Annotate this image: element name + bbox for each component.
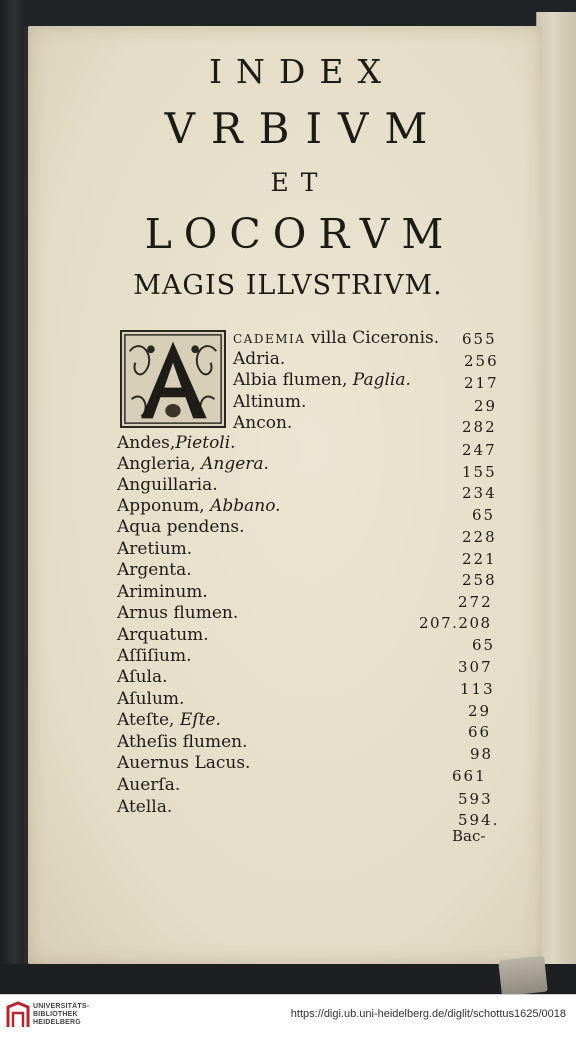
viewer-footer [0,994,576,1037]
index-entry: Arnus flumen. [117,603,239,623]
index-entry: Andes,Pietoli. [117,433,236,453]
page-number: 29 [474,397,498,415]
index-entry: Anguillaria. [117,475,218,495]
page-number: 234 [462,484,497,502]
index-entry: Aſſiſium. [117,646,192,666]
index-entry: Albia flumen, Paglia. [233,370,411,390]
catchword: Bac- [452,827,486,845]
index-entry: Apponum, Abbano. [117,496,281,516]
page-number: 113 [460,680,495,698]
page-number: 247 [462,441,497,459]
page-number: 272 [458,593,493,611]
index-entry: Ateſte, Eſte. [117,710,221,730]
index-entry: Altinum. [233,392,307,412]
permalink-url[interactable]: https://digi.ub.uni-heidelberg.de/diglit/schottus1625/0018 [290,1008,566,1020]
page-number: 221 [462,550,497,568]
index-entry: Arquatum. [117,625,209,645]
index-entry: Aſulum. [117,689,185,709]
page-clip [498,956,548,997]
scan-bottom-background [0,964,576,994]
index-entry: Atheſis flumen. [117,732,248,752]
page-number: 594. [458,811,500,829]
facing-page-edge [536,12,576,987]
page-number: 593 [458,790,493,808]
page-number: 256 [464,352,499,370]
university-library-logo-icon[interactable] [6,1001,30,1029]
index-entry: Auerſa. [117,775,181,795]
page-number: 661 [452,767,487,785]
title-et: ET [270,168,330,197]
page-number: 217 [464,374,499,392]
title-index: INDEX [209,52,395,91]
page-number: 66 [468,723,492,741]
page-number: 155 [462,463,497,481]
page-number: 207.208 [419,614,492,632]
index-entry: Aretium. [117,539,193,559]
library-name: UNIVERSITÄTS- BIBLIOTHEK HEIDELBERG [33,1003,90,1026]
title-magis-illustrium: MAGIS ILLVSTRIVM. [133,270,443,301]
index-entry: Angleria, Angera. [117,454,269,474]
title-urbium: VRBIVM [164,104,444,153]
page-number: 655 [462,330,497,348]
index-entry: Adria. [233,349,286,369]
page-number: 65 [472,636,496,654]
decorated-initial-a-icon [120,330,226,428]
title-locorum: LOCORVM [144,210,456,258]
page-number: 282 [462,418,497,436]
page-number: 228 [462,528,497,546]
index-entry: Ancon. [233,413,293,433]
index-entry: Atella. [117,797,173,817]
index-entry: Argenta. [117,560,192,580]
index-entry-academia: CADEMIA villa Ciceronis. [233,328,440,348]
index-entry: Aqua pendens. [117,517,245,537]
page-number: 98 [470,745,494,763]
page-number: 29 [468,702,492,720]
index-entry: Aſula. [117,667,168,687]
scan-top-background [0,0,576,26]
page-number: 258 [462,571,497,589]
page-number: 307 [458,658,493,676]
page-number: 65 [472,506,496,524]
index-entry: Ariminum. [117,582,208,602]
index-entry: Auernus Lacus. [117,753,251,773]
